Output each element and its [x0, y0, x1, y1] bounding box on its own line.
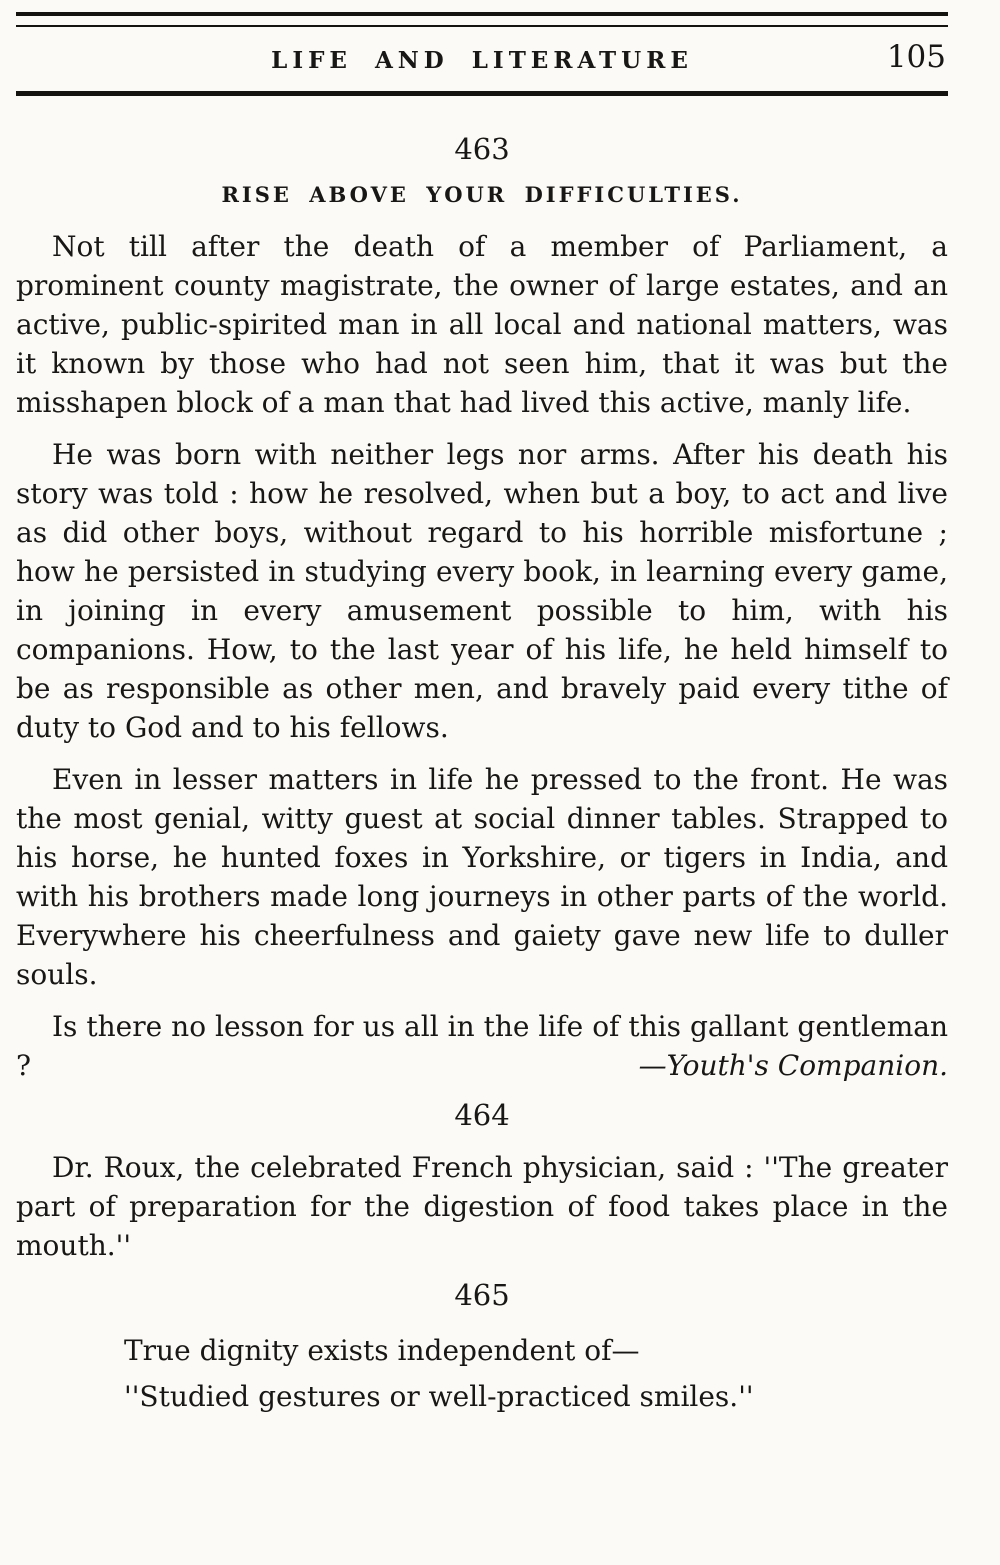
paragraph-text: Even in lesser matters in life he pressed to the front. He was the most genial, witty guest at social dinner tables. Strapped to his horse, he hunted foxes in Yorkshire, or tigers in India, and with his brothers made long journeys in other parts of the world. Everywhere his cheerfulness and gaiety gave new life to duller souls. — [16, 763, 948, 991]
entry-number: 465 — [454, 1278, 510, 1312]
paragraph — [16, 760, 948, 994]
top-rule-thick — [16, 12, 948, 16]
verse-block — [124, 1328, 948, 1420]
paragraph-text: He was born with neither legs nor arms. After his death his story was told : how he resolved, when but a boy, to act and live as did other boys, without regard to his horrible misfortune ; how he persisted in studying every book, in learning every game, in joining in every amusement possible to him, with his companions. How, to the last year of his life, he held himself to be as responsible as other men, and bravely paid every tithe of duty to God and to his fellows. — [16, 438, 948, 744]
verse-line: ''Studied gestures or well-practiced smiles.'' — [124, 1380, 754, 1413]
paragraph-text: Not till after the death of a member of Parliament, a prominent county magistrate, the owner of large estates, and an active, public-spirited man in all local and national matters, was it known by those who had not seen him, that it was but the misshapen block of a man that had lived this active, manly life. — [16, 230, 948, 419]
paragraph — [16, 1148, 948, 1265]
page-content — [16, 96, 948, 1420]
entry-heading: RISE ABOVE YOUR DIFFICULTIES. — [221, 182, 743, 207]
attribution: —Youth's Companion. — [638, 1049, 948, 1082]
entry-number: 464 — [454, 1098, 510, 1132]
paragraph-text: Dr. Roux, the celebrated French physician, said : ''The greater part of preparation for the digestion of food takes place in the mouth.'' — [16, 1151, 948, 1262]
verse-line: True dignity exists independent of— — [124, 1334, 640, 1367]
entry-number: 463 — [454, 132, 510, 166]
top-rule-thin — [16, 25, 948, 27]
page-number: 105 — [886, 39, 946, 75]
section-464 — [16, 1098, 948, 1265]
page-header — [16, 33, 948, 85]
running-title: LIFE AND LITERATURE — [271, 47, 693, 74]
paragraph-text: Is there no lesson for us all in the life of this gallant gentleman ? — [16, 1010, 948, 1082]
section-463 — [16, 132, 948, 1085]
paragraph — [16, 227, 948, 422]
paragraph — [16, 435, 948, 747]
paragraph-with-attribution — [16, 1007, 948, 1085]
section-465 — [16, 1278, 948, 1420]
